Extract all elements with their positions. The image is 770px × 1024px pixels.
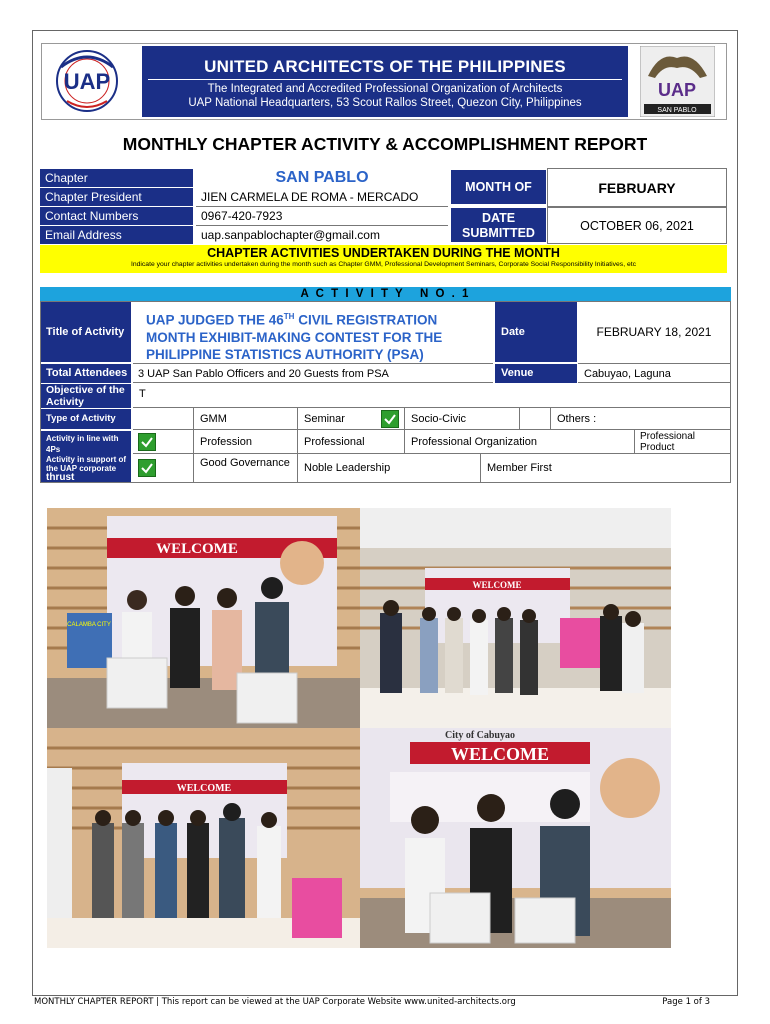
objective-value: T xyxy=(133,384,730,408)
org-address: UAP National Headquarters, 53 Scout Rallos Street, Quezon City, Philippines xyxy=(188,97,582,109)
org-header xyxy=(142,46,628,117)
org-name: UNITED ARCHITECTS OF THE PHILIPPINES xyxy=(204,57,566,76)
title-line1-b: CIVIL REGISTRATION xyxy=(294,312,438,328)
date-label: Date xyxy=(495,302,577,362)
title-label: Title of Activity xyxy=(41,302,131,362)
chapter-value: SAN PABLO xyxy=(275,169,369,186)
vline-7 xyxy=(480,454,481,482)
fourps-professional: Professional xyxy=(304,436,365,448)
activity-heading: A C T I V I T Y N O . 1 xyxy=(300,288,471,300)
photo-2-banner: WELCOME xyxy=(472,580,522,590)
uap-logo xyxy=(47,47,127,115)
objective-label-2: Activity xyxy=(46,396,84,408)
divider xyxy=(148,79,622,80)
photo-4-header: City of Cabuyao xyxy=(444,730,516,741)
activities-banner xyxy=(40,245,727,273)
fourps-check-icon[interactable] xyxy=(138,433,156,451)
type-label: Type of Activity xyxy=(41,409,131,429)
type-seminar: Seminar xyxy=(304,413,345,425)
thrust-member-first: Member First xyxy=(487,462,552,474)
thrust-label xyxy=(41,455,131,482)
activities-banner-title: CHAPTER ACTIVITIES UNDERTAKEN DURING THE MONTH xyxy=(207,246,560,260)
president-value: JIEN CARMELA DE ROMA - MERCADO xyxy=(196,188,448,207)
vline-4 xyxy=(519,408,520,430)
fourps-label-1: Activity in line with xyxy=(46,434,119,443)
san-pablo-logo xyxy=(640,46,715,117)
thrust-noble-leadership: Noble Leadership xyxy=(304,462,391,474)
date-value: FEBRUARY 18, 2021 xyxy=(596,325,712,339)
logo-mark: UAP xyxy=(63,69,111,94)
socio-civic-check-icon[interactable] xyxy=(381,410,399,428)
email-value: uap.sanpablochapter@gmail.com xyxy=(201,228,380,242)
type-others: Others : xyxy=(557,413,597,425)
svg-text:UAP: UAP xyxy=(657,80,697,100)
thrust-label-3: thrust xyxy=(46,472,75,483)
photo-1-banner: WELCOME xyxy=(156,541,238,557)
org-tagline: The Integrated and Accredited Professional Organization of Architects xyxy=(207,83,563,95)
report-title: MONTHLY CHAPTER ACTIVITY & ACCOMPLISHMENT REPORT xyxy=(122,134,648,154)
month-value: FEBRUARY xyxy=(547,168,727,207)
date-submitted-label xyxy=(451,208,546,242)
objective-label-1: Objective of the xyxy=(46,384,125,396)
photo-2 xyxy=(360,508,671,728)
thrust-check-icon[interactable] xyxy=(138,459,156,477)
fourps-professional-product: Professional Product xyxy=(640,431,696,453)
date-submitted-value: OCTOBER 06, 2021 xyxy=(547,207,727,244)
activity-title-line2: MONTH EXHIBIT-MAKING CONTEST FOR THE xyxy=(146,329,443,345)
type-socio-civic: Socio-Civic xyxy=(411,413,467,425)
fourps-profession: Profession xyxy=(200,436,252,448)
venue-value: Cabuyao, Laguna xyxy=(578,363,730,383)
photo-3 xyxy=(47,728,360,948)
month-label: MONTH OF xyxy=(451,170,546,204)
activity-title-line1 xyxy=(146,308,491,329)
vline-5 xyxy=(550,408,551,430)
fourps-professional-organization: Professional Organization xyxy=(411,436,537,448)
attendees-label: Total Attendees xyxy=(41,364,131,383)
fourps-label xyxy=(41,431,131,455)
photo-4 xyxy=(360,728,671,948)
attendees-value: 3 UAP San Pablo Officers and 20 Guests from PSA xyxy=(133,363,493,383)
activity-heading-bar xyxy=(40,287,731,301)
footer-text: MONTHLY CHAPTER REPORT | This report can be viewed at the UAP Corporate Website www.united-architects.org xyxy=(34,997,516,1007)
page-number: Page 1 of 3 xyxy=(662,997,710,1007)
date-submitted-label-2: SUBMITTED xyxy=(462,226,535,240)
photo-1 xyxy=(47,508,360,728)
thrust-label-2: the UAP corporate xyxy=(46,464,117,473)
contact-label: Contact Numbers xyxy=(40,207,193,225)
date-submitted-label-1: DATE xyxy=(481,211,516,225)
photo-1-side-label: CALAMBA CITY xyxy=(67,622,111,628)
president-label: Chapter President xyxy=(40,188,193,206)
photo-4-banner: WELCOME xyxy=(450,744,550,764)
activity-title-line3: PHILIPPINE STATISTICS AUTHORITY (PSA) xyxy=(146,346,424,362)
title-sup: TH xyxy=(283,312,295,321)
photo-3-banner: WELCOME xyxy=(176,783,232,794)
objective-label xyxy=(41,384,131,408)
contact-value: 0967-420-7923 xyxy=(196,207,448,226)
type-gmm: GMM xyxy=(200,413,227,425)
thrust-good-governance: Good Governance xyxy=(200,457,290,469)
activities-banner-note: Indicate your chapter activities undertaken during the month such as Chapter GMM, Professional Development Seminars, Corporate Social Responsibility Initiatives, etc xyxy=(130,261,637,268)
fourps-label-2: 4Ps xyxy=(46,445,61,454)
thrust-label-1: Activity in support of xyxy=(46,455,126,464)
title-line1-a: UAP JUDGED THE 46 xyxy=(146,312,284,328)
logo-right-label: SAN PABLO xyxy=(657,107,697,114)
chapter-label: Chapter xyxy=(40,169,193,187)
venue-label: Venue xyxy=(495,364,577,383)
activity-title xyxy=(146,308,491,362)
email-label: Email Address xyxy=(40,226,193,244)
